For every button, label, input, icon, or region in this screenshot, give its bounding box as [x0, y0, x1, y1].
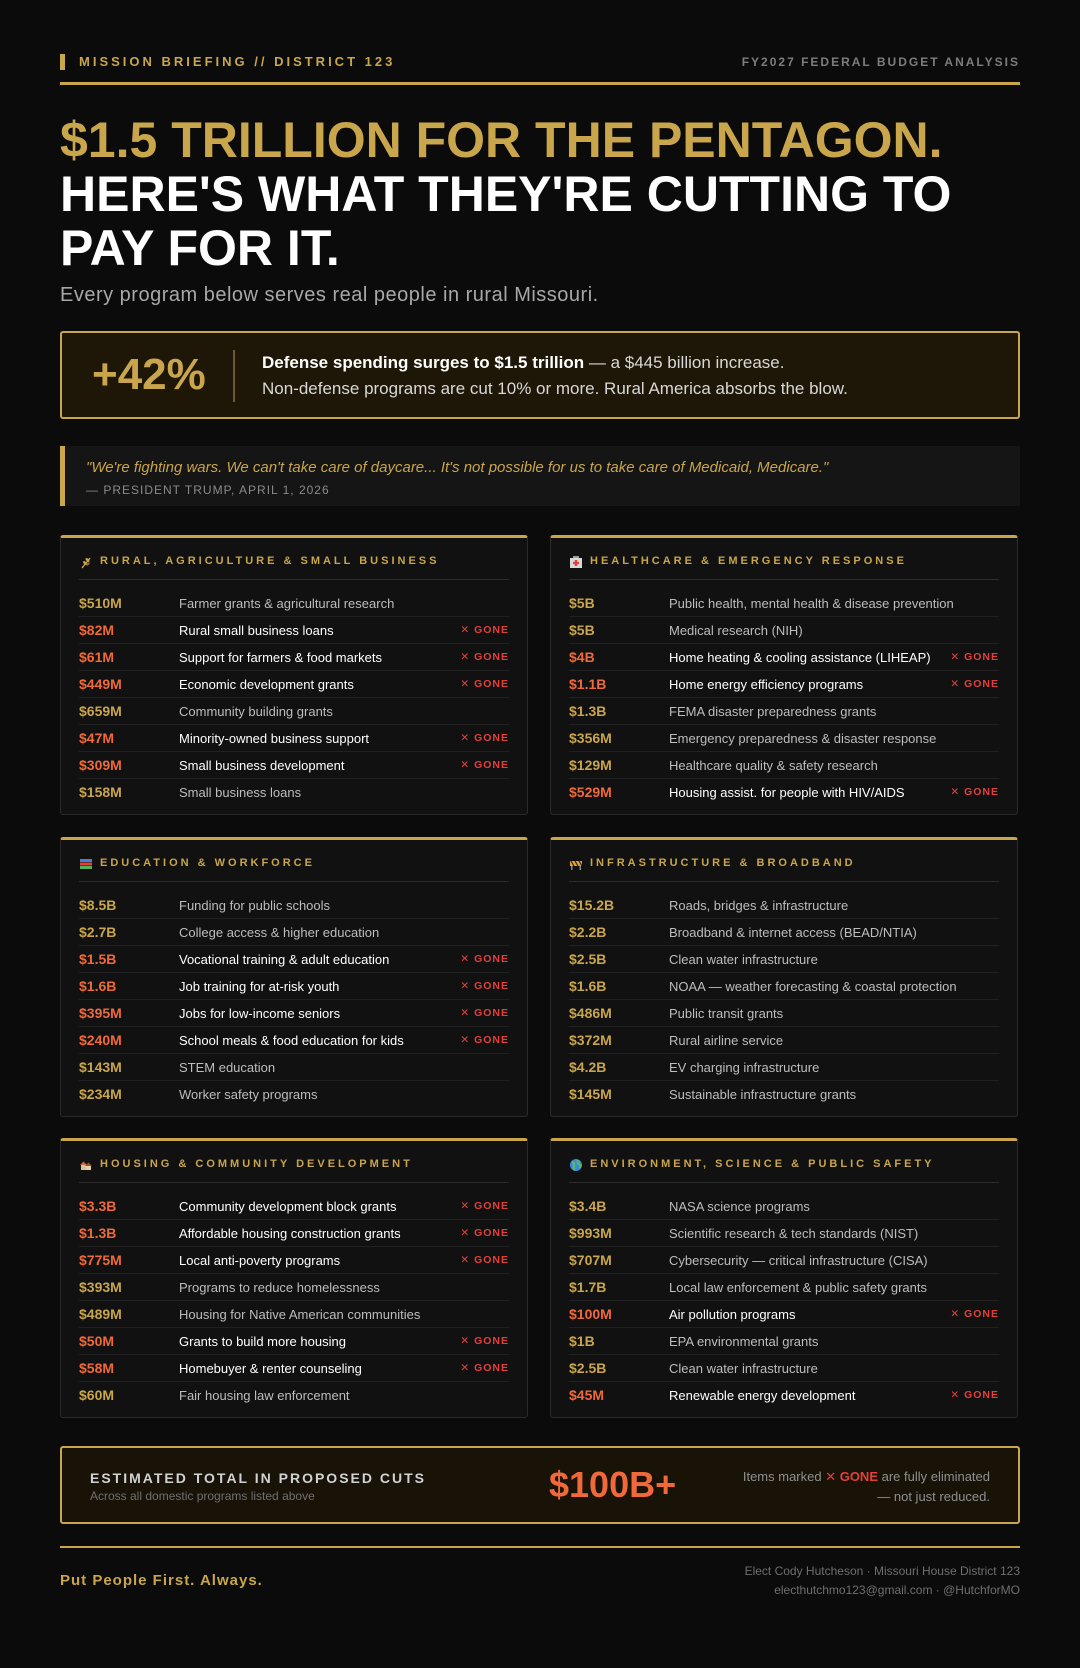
- card-header: [79, 553, 509, 580]
- card-header: [79, 855, 509, 882]
- card-infrastructure-broadband: [550, 837, 1018, 1117]
- program-label: Healthcare quality & safety research: [669, 758, 878, 773]
- analysis-label: FY2027 FEDERAL BUDGET ANALYSIS: [741, 55, 1020, 69]
- program-row: [79, 1220, 509, 1247]
- headline-secondary: HERE'S WHAT THEY'RE CUTTING TO PAY FOR IT.: [60, 166, 952, 276]
- program-label: Homebuyer & renter counseling: [179, 1361, 362, 1376]
- program-amount: $145M: [569, 1086, 612, 1102]
- program-label: Vocational training & adult education: [179, 952, 390, 967]
- callout-bold: Defense spending surges to $1.5 trillion: [262, 353, 585, 372]
- program-row: [79, 779, 509, 805]
- divider: [60, 82, 1020, 85]
- program-label: Clean water infrastructure: [669, 1361, 818, 1376]
- gone-badge: ✕ GONE: [460, 651, 509, 663]
- program-row: [569, 1355, 999, 1382]
- program-amount: $449M: [79, 676, 122, 692]
- card-housing-community-development: [60, 1138, 528, 1418]
- program-amount: $3.3B: [79, 1198, 117, 1214]
- program-list: [79, 892, 509, 1107]
- callout-divider: [233, 350, 235, 402]
- program-amount: $510M: [79, 595, 122, 611]
- program-amount: $234M: [79, 1086, 122, 1102]
- program-label: Funding for public schools: [179, 898, 331, 913]
- program-label: Economic development grants: [179, 677, 354, 692]
- program-row: [569, 1274, 999, 1301]
- program-list: [79, 1193, 509, 1408]
- total-box: [60, 1446, 1020, 1524]
- program-amount: $129M: [569, 757, 612, 773]
- program-row: [569, 1000, 999, 1027]
- gone-badge: ✕ GONE: [460, 1227, 509, 1239]
- program-amount: $5B: [569, 595, 595, 611]
- program-list: [79, 590, 509, 805]
- program-amount: $143M: [79, 1059, 122, 1075]
- program-row: [79, 1000, 509, 1027]
- program-label: Home heating & cooling assistance (LIHEAP): [669, 650, 931, 665]
- program-row: [79, 1382, 509, 1408]
- card-environment-science-public-safety: [550, 1138, 1018, 1418]
- note-mark: ✕ GONE: [825, 1469, 878, 1484]
- program-row: [79, 1027, 509, 1054]
- program-label: Housing assist. for people with HIV/AIDS: [669, 785, 905, 800]
- card-title: INFRASTRUCTURE & BROADBAND: [590, 857, 856, 869]
- program-amount: $158M: [79, 784, 122, 800]
- gone-badge: ✕ GONE: [460, 759, 509, 771]
- card-header: [569, 1156, 999, 1183]
- program-amount: $8.5B: [79, 897, 117, 913]
- program-label: Home energy efficiency programs: [669, 677, 864, 692]
- program-label: Worker safety programs: [179, 1087, 318, 1102]
- program-row: [79, 698, 509, 725]
- program-label: Housing for Native American communities: [179, 1307, 421, 1322]
- program-amount: $993M: [569, 1225, 612, 1241]
- program-row: [569, 752, 999, 779]
- card-title: HEALTHCARE & EMERGENCY RESPONSE: [590, 555, 907, 567]
- footer-divider: [60, 1546, 1020, 1548]
- program-row: [79, 617, 509, 644]
- program-row: [569, 698, 999, 725]
- gone-badge: ✕ GONE: [460, 1254, 509, 1266]
- gone-badge: ✕ GONE: [460, 1007, 509, 1019]
- program-row: [569, 617, 999, 644]
- callout-rest: — a $445 billion increase.: [584, 353, 785, 372]
- program-label: Emergency preparedness & disaster response: [669, 731, 937, 746]
- program-amount: $1.3B: [79, 1225, 117, 1241]
- gone-badge: ✕ GONE: [950, 678, 999, 690]
- quote-attribution: — PRESIDENT TRUMP, APRIL 1, 2026: [86, 483, 330, 497]
- slogan: Put People First. Always.: [60, 1572, 263, 1589]
- gone-badge: ✕ GONE: [460, 624, 509, 636]
- program-row: [79, 1355, 509, 1382]
- program-amount: $4.2B: [569, 1059, 607, 1075]
- program-row: [79, 919, 509, 946]
- program-row: [569, 1027, 999, 1054]
- credit-line2: electhutchmo123@gmail.com · @HutchforMO: [774, 1583, 1020, 1597]
- program-amount: $50M: [79, 1333, 115, 1349]
- subtitle: Every program below serves real people in rural Missouri.: [60, 284, 599, 306]
- gone-badge: ✕ GONE: [460, 1200, 509, 1212]
- program-label: Job training for at-risk youth: [179, 979, 340, 994]
- program-label: Broadband & internet access (BEAD/NTIA): [669, 925, 917, 940]
- program-label: Rural airline service: [669, 1033, 784, 1048]
- program-label: Medical research (NIH): [669, 623, 803, 638]
- program-amount: $2.5B: [569, 1360, 607, 1376]
- gone-badge: ✕ GONE: [460, 953, 509, 965]
- program-row: [569, 1247, 999, 1274]
- program-label: FEMA disaster preparedness grants: [669, 704, 877, 719]
- program-amount: $486M: [569, 1005, 612, 1021]
- program-row: [79, 892, 509, 919]
- wheat-icon: [79, 555, 93, 569]
- program-row: [79, 1193, 509, 1220]
- program-amount: $100M: [569, 1306, 612, 1322]
- program-row: [79, 1081, 509, 1107]
- program-label: Small business loans: [179, 785, 302, 800]
- program-amount: $3.4B: [569, 1198, 607, 1214]
- program-row: [79, 725, 509, 752]
- card-header: [79, 1156, 509, 1183]
- card-rural-agriculture-small-business: [60, 535, 528, 815]
- program-label: Fair housing law enforcement: [179, 1388, 350, 1403]
- program-amount: $1.6B: [79, 978, 117, 994]
- program-label: Local law enforcement & public safety grants: [669, 1280, 927, 1295]
- program-row: [569, 1301, 999, 1328]
- program-label: College access & higher education: [179, 925, 380, 940]
- program-label: Farmer grants & agricultural research: [179, 596, 395, 611]
- program-amount: $1.3B: [569, 703, 607, 719]
- program-row: [79, 752, 509, 779]
- total-title: ESTIMATED TOTAL IN PROPOSED CUTS: [90, 1470, 426, 1486]
- card-title: RURAL, AGRICULTURE & SMALL BUSINESS: [100, 555, 440, 567]
- program-amount: $5B: [569, 622, 595, 638]
- program-label: EPA environmental grants: [669, 1334, 819, 1349]
- program-label: Grants to build more housing: [179, 1334, 346, 1349]
- program-label: Affordable housing construction grants: [179, 1226, 401, 1241]
- callout-line2: Non-defense programs are cut 10% or more. Rural America absorbs the blow.: [262, 379, 848, 398]
- program-label: NASA science programs: [669, 1199, 810, 1214]
- program-amount: $61M: [79, 649, 115, 665]
- program-label: Community development block grants: [179, 1199, 397, 1214]
- program-label: Programs to reduce homelessness: [179, 1280, 380, 1295]
- hospital-icon: [569, 555, 583, 569]
- credit-line1: Elect Cody Hutcheson · Missouri House District 123: [744, 1564, 1020, 1578]
- program-row: [569, 671, 999, 698]
- program-row: [79, 1247, 509, 1274]
- program-label: Minority-owned business support: [179, 731, 370, 746]
- program-amount: $60M: [79, 1387, 115, 1403]
- program-amount: $2.2B: [569, 924, 607, 940]
- program-amount: $2.7B: [79, 924, 117, 940]
- gone-badge: ✕ GONE: [950, 786, 999, 798]
- headline-primary: $1.5 TRILLION FOR THE PENTAGON.: [60, 112, 943, 168]
- card-healthcare-emergency-response: [550, 535, 1018, 815]
- program-amount: $58M: [79, 1360, 115, 1376]
- program-label: Air pollution programs: [669, 1307, 796, 1322]
- program-row: [569, 1081, 999, 1107]
- program-row: [569, 973, 999, 1000]
- program-row: [569, 1220, 999, 1247]
- program-label: NOAA — weather forecasting & coastal protection: [669, 979, 957, 994]
- program-amount: $393M: [79, 1279, 122, 1295]
- gone-badge: ✕ GONE: [460, 1034, 509, 1046]
- defense-callout: [60, 331, 1020, 419]
- program-amount: $707M: [569, 1252, 612, 1268]
- accent-mark: [60, 54, 65, 70]
- program-amount: $659M: [79, 703, 122, 719]
- globe-icon: [569, 1158, 583, 1172]
- program-amount: $1B: [569, 1333, 595, 1349]
- program-amount: $47M: [79, 730, 115, 746]
- program-label: Cybersecurity — critical infrastructure (CISA): [669, 1253, 928, 1268]
- program-amount: $45M: [569, 1387, 605, 1403]
- gone-badge: ✕ GONE: [950, 1308, 999, 1320]
- callout-text: [262, 350, 848, 402]
- program-row: [569, 725, 999, 752]
- program-row: [569, 1193, 999, 1220]
- gone-note: [730, 1467, 990, 1507]
- program-amount: $2.5B: [569, 951, 607, 967]
- program-amount: $529M: [569, 784, 612, 800]
- program-amount: $356M: [569, 730, 612, 746]
- program-row: [79, 671, 509, 698]
- program-row: [79, 946, 509, 973]
- program-amount: $372M: [569, 1032, 612, 1048]
- program-row: [569, 779, 999, 805]
- gone-badge: ✕ GONE: [460, 678, 509, 690]
- program-row: [79, 1054, 509, 1081]
- program-amount: $309M: [79, 757, 122, 773]
- increase-percent: +42%: [92, 350, 206, 399]
- program-amount: $1.1B: [569, 676, 607, 692]
- program-row: [79, 590, 509, 617]
- gone-badge: ✕ GONE: [950, 1389, 999, 1401]
- program-label: Roads, bridges & infrastructure: [669, 898, 849, 913]
- program-row: [569, 892, 999, 919]
- program-label: Community building grants: [179, 704, 333, 719]
- card-title: EDUCATION & WORKFORCE: [100, 857, 315, 869]
- program-list: [569, 1193, 999, 1408]
- program-row: [569, 644, 999, 671]
- program-label: Rural small business loans: [179, 623, 334, 638]
- program-label: Renewable energy development: [669, 1388, 856, 1403]
- briefing-label: MISSION BRIEFING // DISTRICT 123: [79, 54, 396, 69]
- program-amount: $489M: [79, 1306, 122, 1322]
- program-amount: $4B: [569, 649, 595, 665]
- program-amount: $82M: [79, 622, 115, 638]
- program-amount: $1.6B: [569, 978, 607, 994]
- program-row: [569, 946, 999, 973]
- program-amount: $395M: [79, 1005, 122, 1021]
- program-row: [569, 1382, 999, 1408]
- program-amount: $240M: [79, 1032, 122, 1048]
- note-post: are fully eliminated — not just reduced.: [877, 1469, 990, 1504]
- gone-badge: ✕ GONE: [950, 651, 999, 663]
- program-label: Jobs for low-income seniors: [179, 1006, 341, 1021]
- program-label: Public transit grants: [669, 1006, 784, 1021]
- program-label: Scientific research & tech standards (NIST): [669, 1226, 919, 1241]
- program-row: [569, 590, 999, 617]
- total-subtitle: Across all domestic programs listed above: [90, 1489, 315, 1503]
- program-row: [569, 1328, 999, 1355]
- program-row: [569, 919, 999, 946]
- card-title: HOUSING & COMMUNITY DEVELOPMENT: [100, 1158, 413, 1170]
- program-amount: $15.2B: [569, 897, 615, 913]
- program-label: STEM education: [179, 1060, 276, 1075]
- program-amount: $1.5B: [79, 951, 117, 967]
- quote-block: [60, 446, 1020, 506]
- note-pre: Items marked: [742, 1469, 826, 1484]
- gone-badge: ✕ GONE: [460, 732, 509, 744]
- gone-badge: ✕ GONE: [460, 1335, 509, 1347]
- card-title: ENVIRONMENT, SCIENCE & PUBLIC SAFETY: [590, 1158, 935, 1170]
- program-label: Public health, mental health & disease prevention: [669, 596, 954, 611]
- program-row: [79, 1301, 509, 1328]
- total-amount: $100B+: [549, 1464, 677, 1505]
- program-label: Clean water infrastructure: [669, 952, 818, 967]
- gone-badge: ✕ GONE: [460, 1362, 509, 1374]
- program-label: EV charging infrastructure: [669, 1060, 820, 1075]
- gone-badge: ✕ GONE: [460, 980, 509, 992]
- program-label: Local anti-poverty programs: [179, 1253, 341, 1268]
- program-label: Sustainable infrastructure grants: [669, 1087, 857, 1102]
- books-icon: [79, 857, 93, 871]
- program-row: [79, 973, 509, 1000]
- card-education-workforce: [60, 837, 528, 1117]
- houses-icon: [79, 1158, 93, 1172]
- card-header: [569, 855, 999, 882]
- program-label: Small business development: [179, 758, 345, 773]
- program-row: [79, 1328, 509, 1355]
- top-bar: [60, 52, 1020, 72]
- construction-icon: [569, 857, 583, 871]
- program-amount: $1.7B: [569, 1279, 607, 1295]
- campaign-credit: [745, 1562, 1020, 1600]
- program-row: [79, 1274, 509, 1301]
- program-amount: $775M: [79, 1252, 122, 1268]
- program-list: [569, 892, 999, 1107]
- program-list: [569, 590, 999, 805]
- program-row: [79, 644, 509, 671]
- card-header: [569, 553, 999, 580]
- program-label: Support for farmers & food markets: [179, 650, 383, 665]
- program-label: School meals & food education for kids: [179, 1033, 404, 1048]
- quote-text: "We're fighting wars. We can't take care of daycare... It's not possible for us to take care of Medicaid, Medicare.": [86, 459, 829, 476]
- program-row: [569, 1054, 999, 1081]
